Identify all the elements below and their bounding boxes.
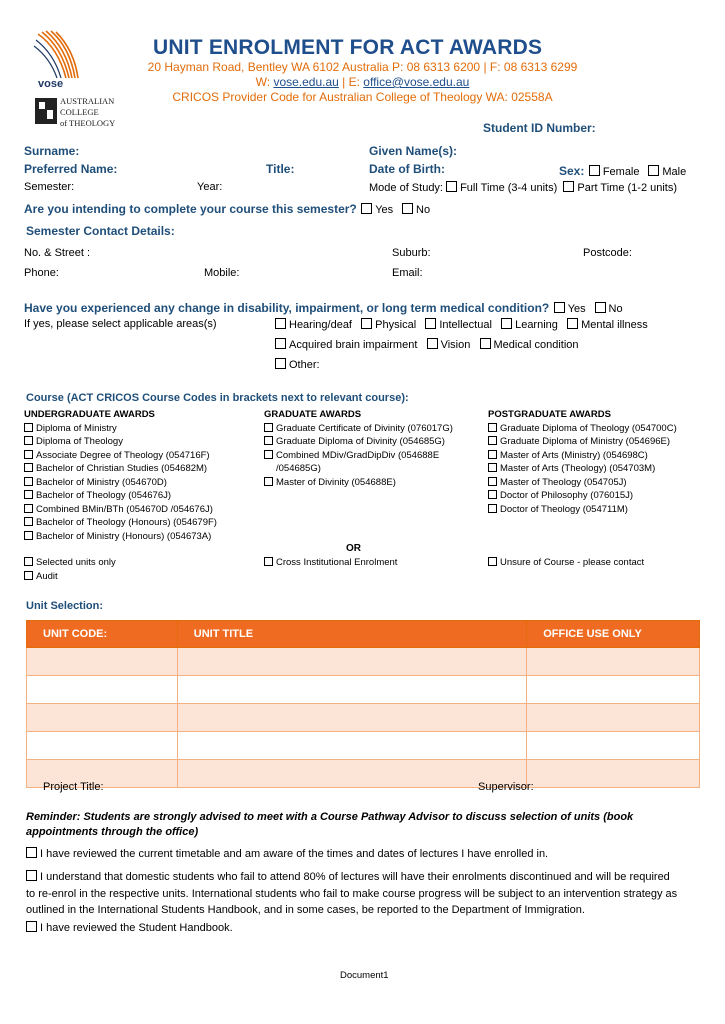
- ug-label: Associate Degree of Theology (054716F): [36, 449, 210, 461]
- office-use-cell: [527, 732, 700, 760]
- grad-label: Combined MDiv/GradDipDiv (054688E: [276, 449, 440, 461]
- pg-label: Master of Arts (Ministry) (054698C): [500, 449, 648, 461]
- address-line: 20 Hayman Road, Bentley WA 6102 Australia P: 08 6313 6200 | F: 08 6313 6299: [147, 60, 578, 74]
- ug-checkbox[interactable]: [24, 517, 33, 526]
- area-intellectual: Intellectual: [439, 319, 492, 331]
- ug-label: Diploma of Theology: [36, 436, 123, 447]
- attendance-declaration: [26, 869, 677, 919]
- complete-yes-checkbox[interactable]: [361, 203, 372, 214]
- unit-code-cell[interactable]: [27, 648, 178, 676]
- disability-question-text: Have you experienced any change in disability, impairment, or long term medical condition?: [24, 301, 550, 315]
- ug-checkbox[interactable]: [24, 531, 33, 540]
- ug-item[interactable]: [24, 462, 217, 476]
- supervisor-label: Supervisor:: [478, 781, 534, 793]
- unit-title-cell[interactable]: [177, 648, 526, 676]
- postgraduate-column: [488, 408, 677, 516]
- graduate-title: GRADUATE AWARDS: [264, 409, 362, 420]
- complete-no-label: No: [416, 204, 431, 216]
- handbook-text: I have reviewed the Student Handbook.: [40, 922, 233, 934]
- pg-item[interactable]: [488, 462, 677, 476]
- unit-title-cell[interactable]: [177, 676, 526, 704]
- mode-label: Mode of Study:: [369, 182, 443, 194]
- ug-checkbox[interactable]: [24, 490, 33, 499]
- complete-question-text: Are you intending to complete your course this semester?: [24, 202, 357, 216]
- complete-no-checkbox[interactable]: [402, 203, 413, 214]
- disability-yes-label: Yes: [567, 303, 586, 315]
- other-label: Other:: [289, 359, 320, 371]
- reminder-text: Reminder: Students are strongly advised to meet with a Course Pathway Advisor to discuss selection of units (book appointments through the office): [26, 811, 634, 838]
- pg-item[interactable]: [488, 422, 677, 436]
- area-physical: Physical: [375, 319, 417, 331]
- brain-impairment-checkbox[interactable]: [275, 338, 286, 349]
- email-link[interactable]: office@vose.edu.au: [363, 75, 470, 89]
- sex-label: Sex:: [559, 164, 585, 178]
- ug-label: Bachelor of Ministry (054670D): [36, 476, 167, 488]
- unit-title-cell[interactable]: [177, 732, 526, 760]
- audit-checkbox[interactable]: [24, 571, 33, 580]
- office-use-header: OFFICE USE ONLY: [527, 621, 700, 648]
- full-time-label: Full Time (3-4 units): [460, 182, 558, 194]
- grad-label: Graduate Diploma of Divinity (054685G): [276, 436, 445, 447]
- full-time-checkbox[interactable]: [446, 181, 457, 192]
- disability-question: [24, 299, 623, 317]
- ug-item[interactable]: [24, 489, 217, 503]
- graduate-column: [264, 408, 453, 489]
- logo-text: vose: [38, 78, 64, 90]
- ug-item[interactable]: [24, 449, 217, 463]
- grad-item[interactable]: [264, 449, 453, 463]
- pg-label: Graduate Diploma of Ministry (054696E): [500, 436, 671, 447]
- audit-option[interactable]: [24, 570, 116, 584]
- ug-label: Diploma of Ministry: [36, 422, 117, 434]
- selected-units-option[interactable]: [24, 556, 116, 570]
- unit-selection-heading: Unit Selection:: [26, 600, 104, 612]
- grad-label-cont: /054685G): [276, 463, 321, 474]
- pg-item[interactable]: [488, 503, 677, 517]
- pg-checkbox[interactable]: [488, 423, 497, 432]
- attendance-text-2: to re-enrol in the respective units. International students who fail to make course progress will be subject to an intervention strategy as: [26, 887, 678, 900]
- table-row: [27, 732, 700, 760]
- part-time-label: Part Time (1-2 units): [577, 182, 678, 194]
- female-checkbox[interactable]: [589, 165, 600, 176]
- office-use-cell: [527, 704, 700, 732]
- disability-no-checkbox[interactable]: [595, 302, 606, 313]
- email-label: Email:: [392, 267, 423, 279]
- cross-institutional-checkbox[interactable]: [264, 557, 273, 566]
- ug-label: Bachelor of Theology (Honours) (054679F): [36, 517, 217, 528]
- ug-item[interactable]: [24, 422, 217, 436]
- pg-label: Doctor of Theology (054711M): [500, 503, 628, 515]
- medical-condition-checkbox[interactable]: [480, 338, 491, 349]
- sex-field: [559, 162, 686, 180]
- footer-document-name: Document1: [340, 970, 389, 981]
- timetable-checkbox[interactable]: [26, 847, 37, 858]
- student-id-label: Student ID Number:: [483, 121, 596, 135]
- ug-checkbox[interactable]: [24, 477, 33, 486]
- timetable-declaration: [26, 847, 548, 860]
- office-use-cell: [527, 760, 700, 788]
- table-row: [27, 760, 700, 788]
- unsure-option[interactable]: [488, 556, 644, 570]
- pg-checkbox[interactable]: [488, 450, 497, 459]
- college-line-2: COLLEGE: [60, 107, 99, 117]
- area-vision: Vision: [440, 339, 471, 351]
- table-row: [27, 704, 700, 732]
- audit-label: Audit: [36, 570, 58, 582]
- postgraduate-title: POSTGRADUATE AWARDS: [488, 409, 611, 420]
- hearing-checkbox[interactable]: [275, 318, 286, 329]
- pg-item[interactable]: [488, 435, 677, 449]
- unit-title-header: UNIT TITLE: [177, 621, 526, 648]
- grad-checkbox[interactable]: [264, 477, 273, 486]
- or-label: OR: [346, 543, 361, 554]
- grad-checkbox[interactable]: [264, 436, 273, 445]
- unit-title-cell[interactable]: [177, 760, 526, 788]
- timetable-text: I have reviewed the current timetable and am aware of the times and dates of lectures I have enrolled in.: [40, 848, 549, 860]
- pg-checkbox[interactable]: [488, 490, 497, 499]
- attendance-text-1: I understand that domestic students who fail to attend 80% of lectures will have their enrolments discontinued and will be required: [40, 871, 670, 883]
- unit-table: [26, 620, 700, 788]
- areas-label: If yes, please select applicable areas(s): [24, 318, 217, 330]
- contact-heading: Semester Contact Details:: [26, 224, 175, 238]
- unit-code-header: UNIT CODE:: [27, 621, 178, 648]
- ug-checkbox[interactable]: [24, 423, 33, 432]
- handbook-checkbox[interactable]: [26, 921, 37, 932]
- dob-label: Date of Birth:: [369, 162, 445, 176]
- attendance-text-3: outlined in the International Students Handbook, and in some cases, be reported to the Department of Immigration.: [26, 904, 585, 916]
- female-label: Female: [602, 166, 640, 178]
- other-options-left: [24, 556, 116, 583]
- male-checkbox[interactable]: [648, 165, 659, 176]
- physical-checkbox[interactable]: [361, 318, 372, 329]
- pg-item[interactable]: [488, 476, 677, 490]
- ug-item[interactable]: [24, 435, 217, 449]
- ug-checkbox[interactable]: [24, 450, 33, 459]
- part-time-checkbox[interactable]: [563, 181, 574, 192]
- pg-checkbox[interactable]: [488, 477, 497, 486]
- mental-illness-checkbox[interactable]: [567, 318, 578, 329]
- pg-checkbox[interactable]: [488, 463, 497, 472]
- unit-table-header: [27, 621, 700, 648]
- ug-checkbox[interactable]: [24, 436, 33, 445]
- pg-item[interactable]: [488, 489, 677, 503]
- cross-institutional-option[interactable]: [264, 556, 397, 570]
- area-brain-impairment: Acquired brain impairment: [289, 339, 418, 351]
- handbook-declaration: [26, 921, 233, 934]
- college-line-1: AUSTRALIAN: [60, 96, 115, 106]
- title-label: Title:: [266, 162, 295, 176]
- pg-label: Doctor of Philosophy (076015J): [500, 490, 634, 501]
- year-label: Year:: [197, 181, 223, 193]
- given-names-label: Given Name(s):: [369, 144, 458, 158]
- grad-label: Master of Divinity (054688E): [276, 476, 396, 488]
- table-row: [27, 676, 700, 704]
- grad-label: Graduate Certificate of Divinity (076017G): [276, 422, 453, 434]
- ug-item[interactable]: [24, 476, 217, 490]
- postcode-label: Postcode:: [583, 247, 632, 259]
- preferred-name-label: Preferred Name:: [24, 162, 118, 176]
- cross-institutional-label: Cross Institutional Enrolment: [276, 557, 398, 568]
- mode-of-study: [369, 181, 677, 194]
- selected-units-checkbox[interactable]: [24, 557, 33, 566]
- intellectual-checkbox[interactable]: [425, 318, 436, 329]
- ug-item[interactable]: [24, 516, 217, 530]
- office-use-cell: [527, 676, 700, 704]
- website-link[interactable]: vose.edu.au: [273, 75, 339, 89]
- unsure-label: Unsure of Course - please contact: [500, 557, 645, 568]
- vision-checkbox[interactable]: [427, 338, 438, 349]
- complete-course-question: [24, 200, 430, 218]
- ug-label: Combined BMin/BTh (054670D /054676J): [36, 503, 213, 515]
- undergraduate-title: UNDERGRADUATE AWARDS: [24, 409, 155, 420]
- disability-yes-checkbox[interactable]: [554, 302, 565, 313]
- unsure-checkbox[interactable]: [488, 557, 497, 566]
- pg-label: Master of Arts (Theology) (054703M): [500, 463, 656, 474]
- ug-label: Bachelor of Theology (054676J): [36, 490, 172, 501]
- surname-label: Surname:: [24, 144, 80, 158]
- ug-item[interactable]: [24, 503, 217, 517]
- grad-item[interactable]: [264, 435, 453, 449]
- areas-row-2: [275, 338, 579, 351]
- grad-checkbox[interactable]: [264, 450, 273, 459]
- male-label: Male: [662, 166, 687, 178]
- selected-units-label: Selected units only: [36, 557, 116, 568]
- project-title-label: Project Title:: [43, 781, 104, 793]
- ug-checkbox[interactable]: [24, 463, 33, 472]
- unit-code-cell[interactable]: [27, 676, 178, 704]
- unit-title-cell[interactable]: [177, 704, 526, 732]
- unit-code-cell[interactable]: [27, 732, 178, 760]
- ug-label: Bachelor of Ministry (Honours) (054673A): [36, 530, 212, 542]
- course-heading: Course (ACT CRICOS Course Codes in brackets next to relevant course):: [26, 392, 409, 404]
- undergraduate-column: [24, 408, 217, 543]
- college-line-3: of THEOLOGY: [60, 118, 116, 128]
- unit-code-cell[interactable]: [27, 704, 178, 732]
- ug-label: Bachelor of Christian Studies (054682M): [36, 463, 208, 474]
- ug-checkbox[interactable]: [24, 504, 33, 513]
- contact-line: [0, 75, 725, 89]
- suburb-label: Suburb:: [392, 247, 431, 259]
- disability-no-label: No: [608, 303, 623, 315]
- grad-checkbox[interactable]: [264, 423, 273, 432]
- areas-row-1: [275, 318, 648, 331]
- grad-item[interactable]: [264, 476, 453, 490]
- pg-item[interactable]: [488, 449, 677, 463]
- semester-label: Semester:: [24, 181, 75, 193]
- phone-label: Phone:: [24, 267, 59, 279]
- areas-other: [275, 358, 320, 371]
- web-prefix: W:: [255, 75, 274, 89]
- area-learning: Learning: [515, 319, 558, 331]
- attendance-checkbox[interactable]: [26, 870, 37, 881]
- street-label: No. & Street :: [24, 247, 91, 259]
- mobile-label: Mobile:: [204, 267, 240, 279]
- area-mental-illness: Mental illness: [581, 319, 648, 331]
- learning-checkbox[interactable]: [501, 318, 512, 329]
- office-use-cell: [527, 648, 700, 676]
- pg-checkbox[interactable]: [488, 436, 497, 445]
- complete-yes-label: Yes: [375, 204, 394, 216]
- pg-label: Graduate Diploma of Theology (054700C): [500, 422, 677, 434]
- email-prefix: | E:: [338, 75, 364, 89]
- other-checkbox[interactable]: [275, 358, 286, 369]
- cricos-line: CRICOS Provider Code for Australian College of Theology WA: 02558A: [172, 90, 553, 104]
- page-title: UNIT ENROLMENT FOR ACT AWARDS: [153, 36, 543, 59]
- table-row: [27, 648, 700, 676]
- area-medical-condition: Medical condition: [493, 339, 579, 351]
- pg-label: Master of Theology (054705J): [500, 476, 627, 488]
- area-hearing: Hearing/deaf: [289, 319, 352, 331]
- grad-item[interactable]: [264, 422, 453, 436]
- ug-item[interactable]: [24, 530, 217, 544]
- pg-checkbox[interactable]: [488, 504, 497, 513]
